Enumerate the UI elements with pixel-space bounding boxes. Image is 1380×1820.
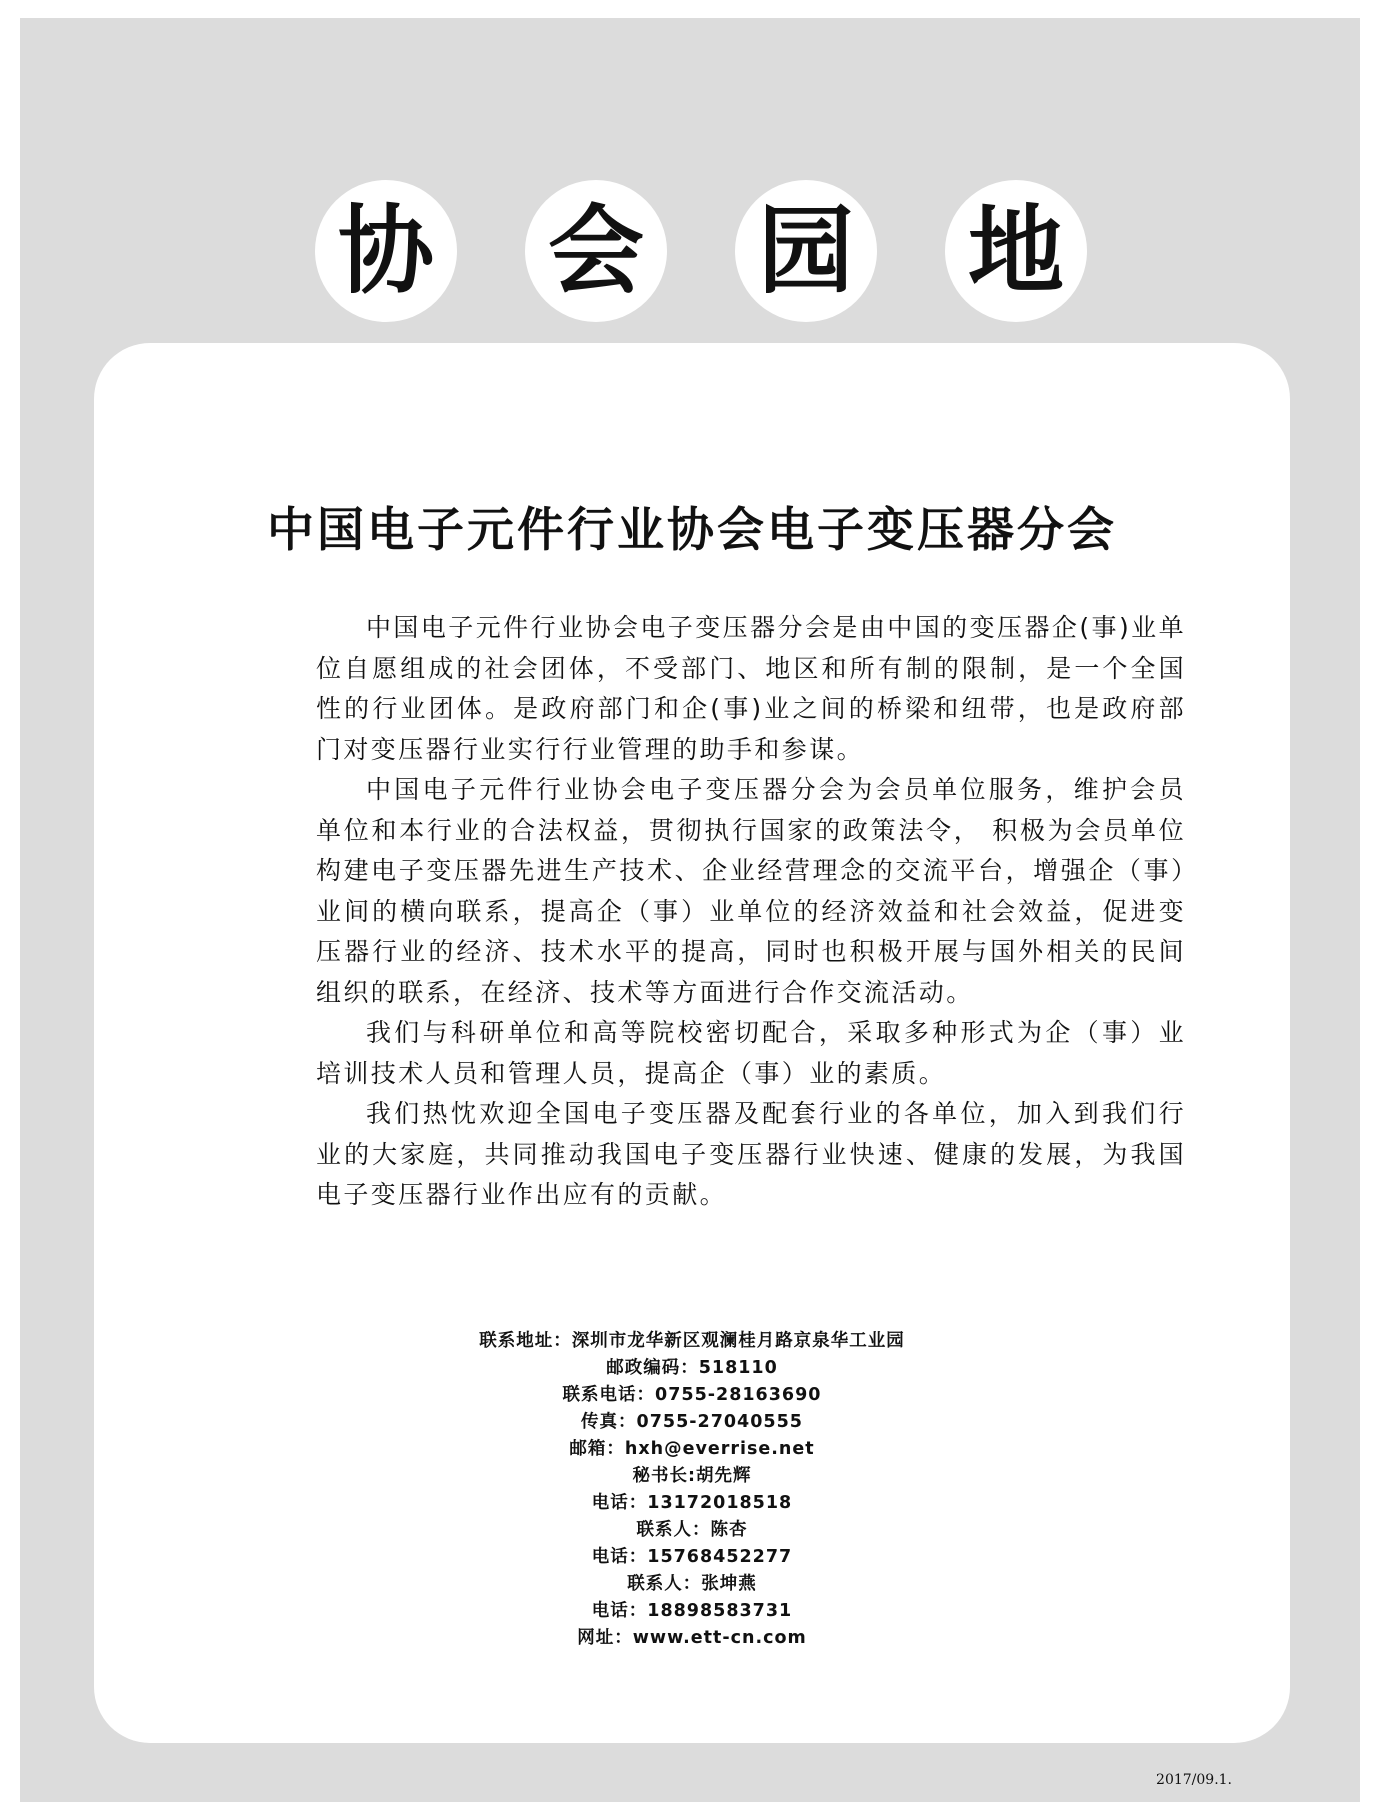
body-text <box>316 608 1186 1216</box>
contact-fax: 传真：0755-27040555 <box>581 1412 803 1432</box>
paragraph: 中国电子元件行业协会电子变压器分会为会员单位服务，维护会员单位和本行业的合法权益，贯彻执行国家的政策法令， 积极为会员单位构建电子变压器先进生产技术、企业经营理念的交流平台，增强企（事）业间的横向联系，提高企（事）业单位的经济效益和社会效益，促进变压器行业的经济、技术水平的提高，同时也积极开展与国外相关的民间组织的联系，在经济、技术等方面进行合作交流活动。 <box>316 775 1186 1007</box>
contact-info <box>94 1328 1290 1652</box>
contact-person-1: 联系人：陈杏 <box>636 1520 748 1540</box>
banner-char-4: 地 <box>958 193 1074 309</box>
section-banner <box>20 18 1360 348</box>
paragraph: 中国电子元件行业协会电子变压器分会是由中国的变压器企(事)业单位自愿组成的社会团体，不受部门、地区和所有制的限制，是一个全国性的行业团体。是政府部门和企(事)业之间的桥梁和纽带，也是政府部门对变压器行业实行行业管理的助手和参谋。 <box>316 613 1186 764</box>
contact-address: 联系地址：深圳市龙华新区观澜桂月路京泉华工业园 <box>479 1331 905 1351</box>
banner-badge-2 <box>525 180 667 322</box>
contact-secretary-phone: 电话：13172018518 <box>591 1493 793 1513</box>
paragraph: 我们与科研单位和高等院校密切配合，采取多种形式为企（事）业培训技术人员和管理人员，提高企（事）业的素质。 <box>316 1018 1186 1088</box>
banner-badge-1 <box>315 180 457 322</box>
paragraph: 我们热忱欢迎全国电子变压器及配套行业的各单位，加入到我们行业的大家庭，共同推动我国电子变压器行业快速、健康的发展，为我国电子变压器行业作出应有的贡献。 <box>316 1099 1186 1209</box>
banner-char-3: 园 <box>748 193 864 309</box>
page-number: 2017/09.1. <box>1156 1772 1232 1788</box>
content-card <box>94 343 1290 1743</box>
contact-email: 邮箱：hxh@everrise.net <box>569 1439 815 1459</box>
page-title: 中国电子元件行业协会电子变压器分会 <box>267 503 1117 558</box>
banner-char-1: 协 <box>328 193 444 309</box>
contact-person-2-phone: 电话：18898583731 <box>591 1601 793 1621</box>
banner-badge-4 <box>945 180 1087 322</box>
contact-secretary: 秘书长:胡先辉 <box>632 1466 752 1486</box>
banner-badge-3 <box>735 180 877 322</box>
banner-char-2: 会 <box>538 193 654 309</box>
contact-person-1-phone: 电话：15768452277 <box>591 1547 793 1567</box>
contact-person-2: 联系人：张坤燕 <box>627 1574 757 1594</box>
contact-postcode: 邮政编码：518110 <box>606 1358 778 1378</box>
page-background <box>20 18 1360 1802</box>
contact-phone: 联系电话：0755-28163690 <box>562 1385 822 1405</box>
contact-website: 网址：www.ett-cn.com <box>577 1628 807 1648</box>
